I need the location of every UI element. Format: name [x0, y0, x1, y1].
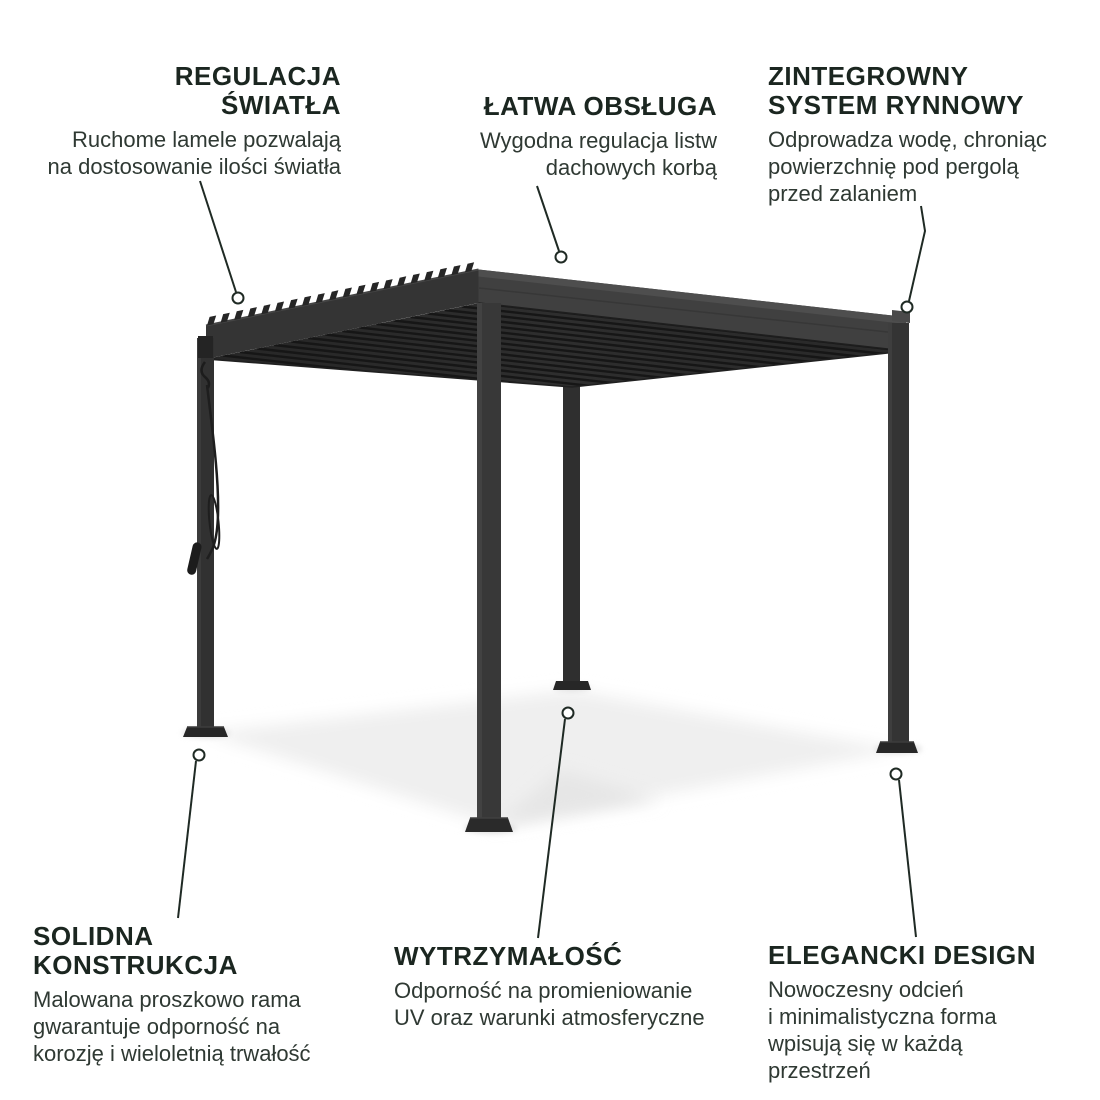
feature-description — [33, 986, 311, 1067]
title-line: REGULACJA — [174, 61, 341, 91]
feature-title — [768, 62, 1047, 120]
title-line: SOLIDNA — [33, 921, 154, 951]
callout-line-top-left — [200, 181, 236, 292]
description-line: powierzchnię pod pergolą — [768, 154, 1019, 179]
description-line: Ruchome lamele pozwalają — [71, 127, 341, 152]
title-line: SYSTEM RYNNOWY — [768, 90, 1024, 120]
title-line: WYTRZYMAŁOŚĆ — [394, 941, 623, 971]
description-line: przed zalaniem — [768, 181, 918, 206]
pergola-post-back — [553, 383, 591, 690]
title-line: ŁATWA OBSŁUGA — [483, 91, 717, 121]
feature-description — [480, 127, 717, 181]
description-line: Malowana proszkowo rama — [33, 987, 301, 1012]
feature-elegant-design — [768, 941, 1036, 1084]
description-line: Odprowadza wodę, chroniąc — [768, 127, 1047, 152]
callout-dot-bottom-left — [194, 750, 205, 761]
feature-durability — [394, 942, 705, 1031]
callout-dot-bottom-right — [891, 769, 902, 780]
callout-line-top-right — [909, 206, 925, 301]
title-line: KONSTRUKCJA — [33, 950, 238, 980]
callout-line-bottom-right — [899, 780, 916, 937]
pergola-post-right — [876, 323, 918, 753]
pergola-post-front-left — [183, 336, 228, 737]
feature-title — [768, 941, 1036, 970]
feature-title — [48, 62, 342, 120]
title-line: ELEGANCKI DESIGN — [768, 940, 1037, 970]
title-line: ZINTEGROWNY — [768, 61, 969, 91]
description-line: Nowoczesny odcień — [768, 977, 964, 1002]
feature-title — [33, 922, 311, 980]
callout-dot-top-center — [556, 252, 567, 263]
feature-gutter-system — [768, 62, 1047, 207]
feature-light-regulation — [48, 62, 342, 180]
feature-easy-operation — [480, 92, 717, 181]
feature-title — [394, 942, 705, 971]
feature-description — [48, 126, 342, 180]
feature-solid-construction — [33, 922, 311, 1067]
beam-bracket — [198, 336, 213, 358]
callout-dot-top-left — [233, 293, 244, 304]
ground-shadow — [182, 685, 922, 834]
feature-description — [768, 976, 1036, 1084]
description-line: dachowych korbą — [545, 155, 717, 180]
callout-line-bottom-left — [178, 761, 196, 918]
description-line: wpisują się w każdą — [768, 1031, 963, 1056]
description-line: na dostosowanie ilości światła — [47, 154, 341, 179]
callout-dot-top-right — [902, 302, 913, 313]
feature-description — [768, 126, 1047, 207]
description-line: i minimalistyczna forma — [768, 1004, 997, 1029]
description-line: Wygodna regulacja listw — [479, 128, 717, 153]
description-line: przestrzeń — [768, 1058, 871, 1083]
callout-dot-bottom-center — [563, 708, 574, 719]
description-line: UV oraz warunki atmosferyczne — [394, 1005, 705, 1030]
callout-line-top-center — [537, 186, 559, 251]
title-line: ŚWIATŁA — [221, 90, 341, 120]
description-line: Odporność na promieniowanie — [394, 978, 693, 1003]
description-line: korozję i wieloletnią trwałość — [33, 1041, 311, 1066]
feature-title — [480, 92, 717, 121]
feature-description — [394, 977, 705, 1031]
description-line: gwarantuje odporność na — [33, 1014, 281, 1039]
